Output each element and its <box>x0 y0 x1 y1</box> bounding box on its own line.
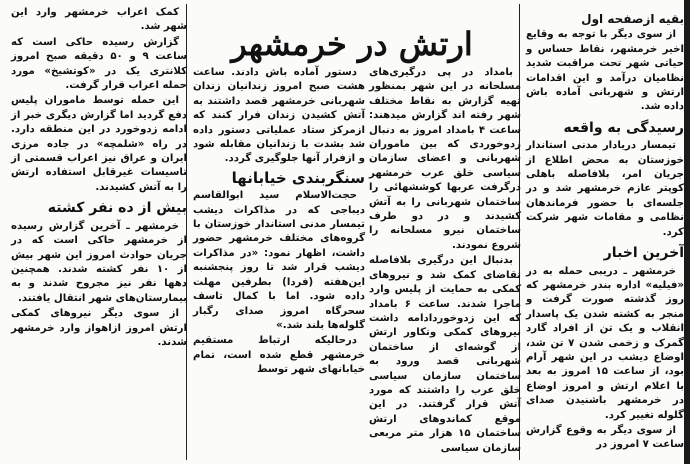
paragraph: از سوی دیگر با توجه به وقایع اخیر خرمشهر، نقاط حساس و حیاتی شهر تحت مراقبت شدید نظامیان درآمد و این اقدامات ارتش و شهربانی آماده باش داده شد. <box>526 29 684 113</box>
paragraph: بدنبال این درگیری بلافاصله تقاضای کمک شد و نیروهای کمکی به حمایت از پلیس وارد ماجرا شدند. ساعت ۶ بامداد که این زدوخوردادامه داشت نیروهای کمکی وتکاور ارتش از گوشه‌ای از ساختمان شهربانی قصد ورود به ساختمان سازمان سیاسی خلق عرب را داشتند که مورد آتش قرار گرفتند. در این موقع کماندوهای ارتش ساختمان ۱۵ هزار متر مربعی سازمان سیاسی <box>369 255 521 454</box>
headline: ارتش در خرمشهر <box>231 25 473 63</box>
paragraph: درحالیکه ارتباط مستقیم خرمشهر قطع شده است، تمام خیابانهای شهر توسط <box>193 335 365 376</box>
subhead-barricades: سنگربندی خیابانها <box>231 168 365 187</box>
paragraph: تیمسار دریادار مدنی استاندار خوزستان به محض اطلاع از جریان امر، بلافاصله باهلی‌ کوپتر عازم خرمشهر شد و در جلسه‌ای با حضور فرماندهان نظامی و مقامات شهر شرکت کرد. <box>526 140 684 238</box>
column-1 <box>523 0 684 464</box>
paragraph: خرمشهر ـ دریبی حمله به در «فیلیه» اداره بندر خرمشهر که روز گذشته صورت گرفت و منجر به کشته شدن یک پاسدار انقلاب و یک تن از افراد گارد گمرک و زخمی شدن ۷ تن شد، اوضاع دیشب در این شهر آرام بود، از ساعت ۱۵ امروز به بعد با اعلام ارتش و امروز اوضاع در خرمشهر باشنیدن صدای گلوله تغییر کرد. <box>526 265 684 421</box>
paragraph: از سوی دیگر به وقوع گزارش ساعت ۷ امروز در <box>526 424 684 451</box>
paragraph: خرمشهر ـ آخرین گزارش رسیده از خرمشهر حاکی است که در جریان حوادث امروز این شهر بیش از ۱۰ نفر کشته شدند. همچنین دهها نفر نیز مجروح شدند و به بیمارستان‌های شهر انتقال یافتند. <box>11 220 187 304</box>
paragraph: از سوی دیگر نیروهای کمکی ارتش امروز ازاهواز وارد خرمشهر شدند. <box>11 308 187 348</box>
paragraph: گزارش رسیده حاکی است که ساعت ۹ و ۵۰ دقیقه صبح امروز کلانتری یک در «کوتشیخ» مورد حمله اعراب قرار گرفت. <box>11 36 187 92</box>
paragraph: حجت‌الاسلام سید ابوالقاسم دیباجی که در مذاکرات دیشب تیمسار مدنی استاندار خوزستان با گروه‌های مختلف خرمشهر حضور داشت، اظهار نمود: «در مذاکرات دیشب قرار شد تا روز پنجشنبه این‌هفته (فردا) بطرفین مهلت داده شود. اما با کمال تاسف سحرگاه امروز صدای رگبار گلوله‌ها بلند شد.» <box>193 190 365 331</box>
subhead-investigation: رسیدگی به واقعه <box>563 119 684 136</box>
paragraph: این حمله توسط ماموران پلیس دفع گردید اما گزارش دیگری خبر از ادامه زدوخورد در این منطقه دارد. در راه «شلمچه» در جاده مرزی ایران و عراق نیز اعراب قسمتی از تاسیسات غیرقابل استفاده ارتش را به آتش کشیدند. <box>11 95 187 193</box>
column-2 <box>366 0 521 464</box>
paragraph: بامداد در پی درگیری‌های مسلحانه در این شهر بمنظور تهیه گزارش به نقاط مختلف شهر رفته اند گزارش میدهند: ساعت ۴ بامداد امروز به دنبال زدوخوردی که بین ماموران شهربانی و اعضای سازمان سیاسی خلق عرب خرمشهر درگرفت عربها کوششهائی را ساختمان شهربانی را به آتش کشیدند و در دو طرف ساختمان نیرو مسلحانه را شروع نمودند. <box>369 67 521 251</box>
continued-kicker: بقیه ازصفحه اول <box>581 12 684 26</box>
paragraph: کمک اعراب خرمشهر وارد این شهر شد. <box>11 7 187 33</box>
column-3 <box>190 0 365 464</box>
page-edge-shadow <box>684 0 690 464</box>
paragraph: دستور آماده باش دادند. ساعت هشت صبح امروز زندانیان زندان شهربانی خرمشهر قصد داشتند به آتش کشیدن زندان فرار کنند که ازمرکز ستاد عملیاتی دستور داده شد بشدت با زندانیان مقابله شود و ازفرار آنها جلوگیری گردد. <box>193 67 365 165</box>
column-4 <box>8 0 187 464</box>
subhead-casualties: بیش از ده نفر کشته <box>47 200 187 217</box>
subhead-latest-news: آخرین اخبار <box>603 245 684 262</box>
